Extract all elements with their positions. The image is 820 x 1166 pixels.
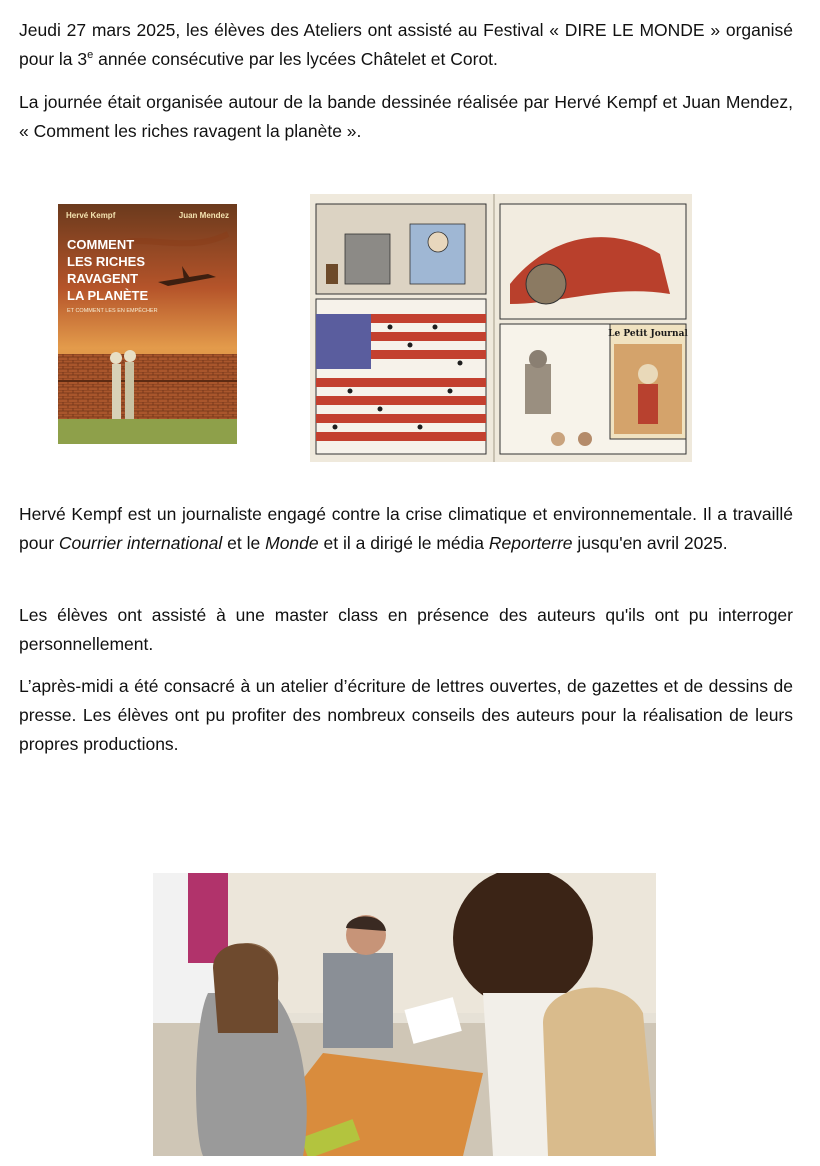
p3-text-a: Hervé Kempf est un journaliste engagé contre la crise climatique et environnementale. Il a travaillé pour (19, 504, 793, 553)
p3-publication-1: Courrier international (58, 533, 223, 553)
intro-paragraph-1 (19, 16, 793, 74)
cover-title-line-1: COMMENT (67, 237, 135, 252)
cover-title-line-2: LES RICHES (67, 254, 146, 269)
book-cover-image (58, 204, 237, 444)
ordinal-superscript: e (87, 49, 94, 62)
p3-text-c: et il a dirigé le média (318, 533, 489, 553)
cover-subtitle: ET COMMENT LES EN EMPÊCHER (67, 308, 158, 314)
intro-text-a: Jeudi 27 mars 2025, les élèves des Ateliers ont assisté au Festival « DIRE LE MONDE » organisé pour la 3 (19, 20, 793, 69)
p3-text-d: jusqu'en avril 2025. (572, 533, 728, 553)
newspaper-title: Le Petit Journal (608, 329, 688, 339)
body-paragraph-3: L’après-midi a été consacré à un atelier d’écriture de lettres ouvertes, de gazettes et de dessins de presse. Les élèves ont pu profiter des nombreux conseils des auteurs pour la réalisation de leurs propres productions. (19, 676, 793, 754)
cover-title-line-4: LA PLANÈTE (67, 288, 149, 303)
body-paragraph-2: Les élèves ont assisté à une master class en présence des auteurs qu'ils ont pu interroger personnellement. (19, 605, 793, 654)
cover-author-1: Hervé Kempf (66, 211, 116, 220)
cover-title-line-3: RAVAGENT (67, 271, 139, 286)
p3-publication-2: Monde (265, 533, 319, 553)
intro-text-b: année consécutive par les lycées Châtelet et Corot. (93, 49, 498, 69)
intro-paragraph-2: La journée était organisée autour de la bande dessinée réalisée par Hervé Kempf et Juan Mendez, « Comment les riches ravagent la planète ». (19, 92, 793, 141)
p3-publication-3: Reporterre (488, 533, 573, 553)
workshop-photo (153, 873, 656, 1156)
comic-spread-image (310, 194, 692, 462)
body-paragraph-1 (19, 500, 793, 558)
cover-author-2: Juan Mendez (178, 211, 229, 220)
p3-text-b: et le (222, 533, 266, 553)
